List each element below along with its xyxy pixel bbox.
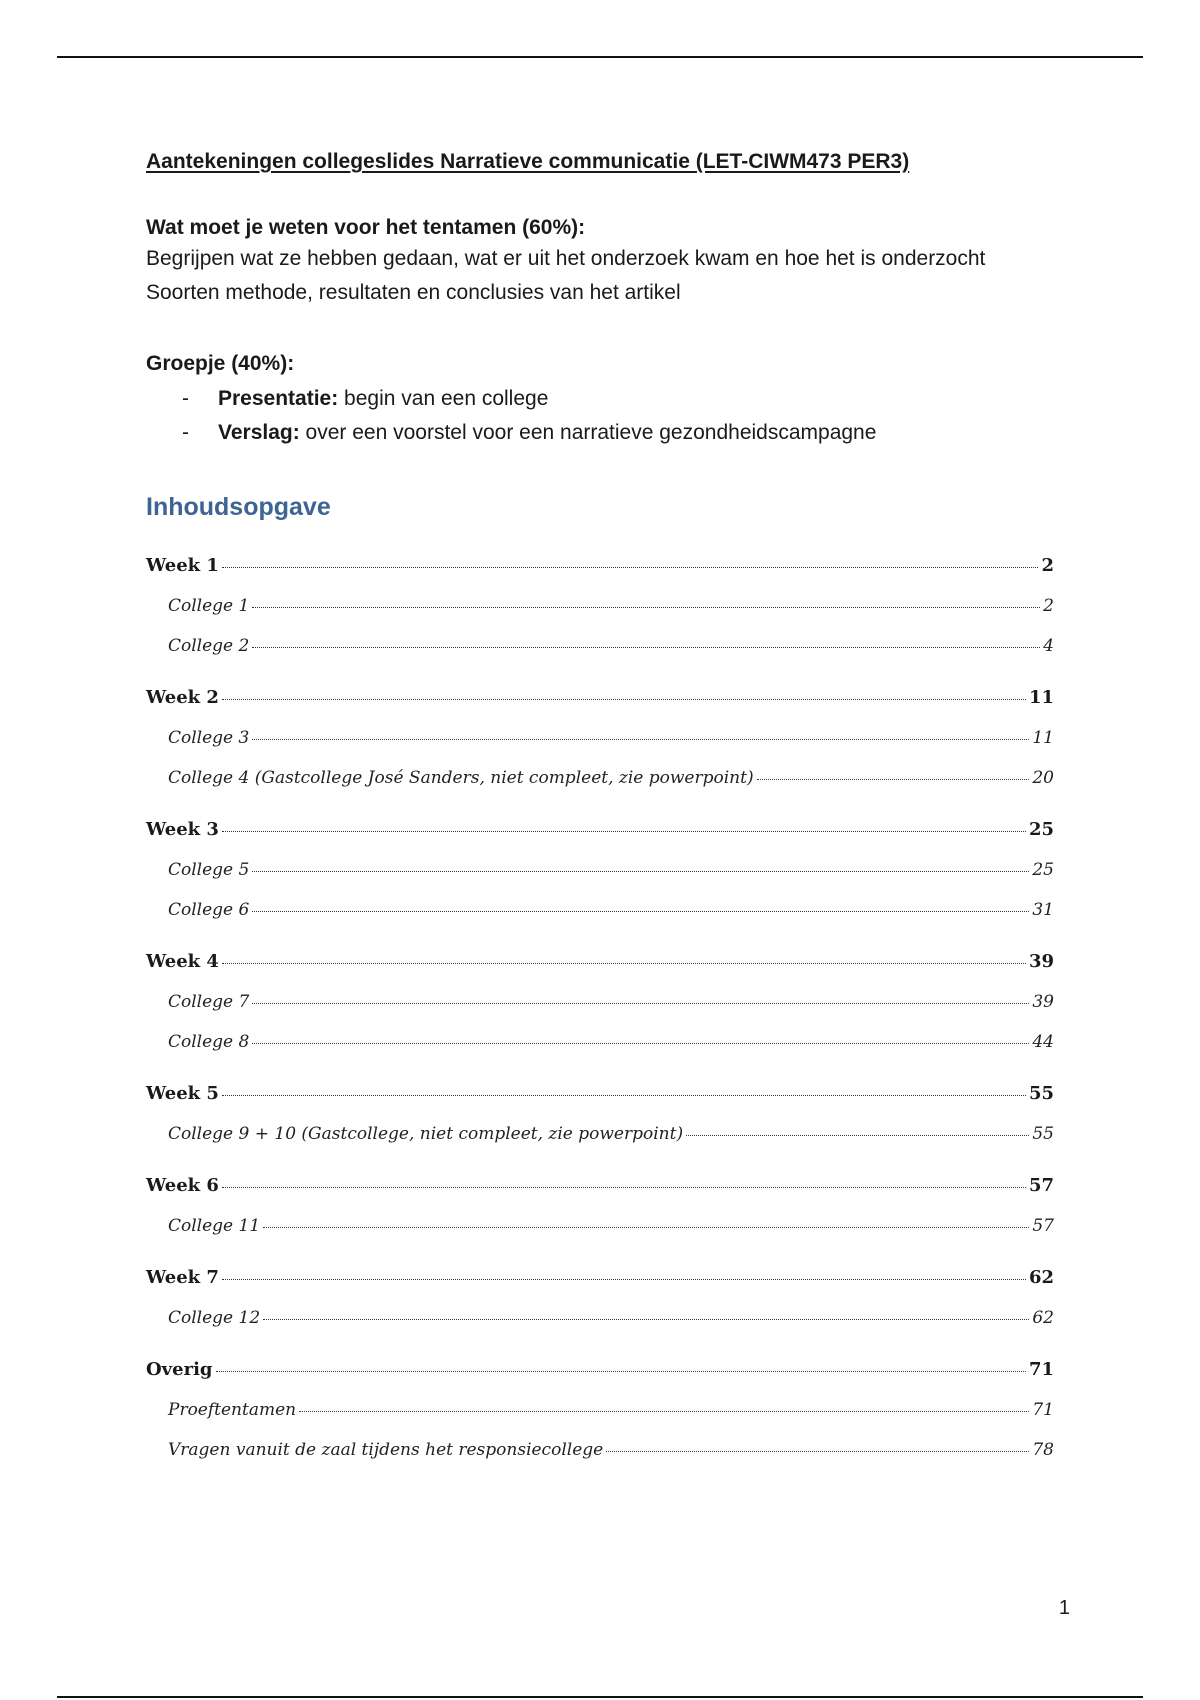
toc-dot-leader bbox=[252, 607, 1040, 608]
toc-dot-leader bbox=[686, 1135, 1029, 1136]
toc-entry-label: Vragen vanuit de zaal tijdens het responsiecollege bbox=[168, 1440, 604, 1460]
toc-entry-label: College 12 bbox=[168, 1308, 261, 1328]
toc-page-number: 62 bbox=[1032, 1308, 1054, 1328]
toc-page-number: 55 bbox=[1032, 1124, 1054, 1144]
bullet-item bbox=[146, 382, 1054, 416]
toc-week-entry[interactable] bbox=[146, 1350, 1054, 1390]
toc-entry-label: Overig bbox=[146, 1359, 213, 1380]
bullet-item bbox=[146, 416, 1054, 450]
toc-entry-label: College 11 bbox=[168, 1216, 261, 1236]
toc-entry-label: College 5 bbox=[168, 860, 250, 880]
table-of-contents bbox=[146, 546, 1054, 1470]
toc-entry-label: Week 1 bbox=[146, 555, 219, 576]
toc-dot-leader bbox=[222, 699, 1026, 700]
toc-page-number: 78 bbox=[1032, 1440, 1054, 1460]
toc-entry-label: College 2 bbox=[168, 636, 250, 656]
bullet-text: over een voorstel voor een narratieve gezondheidscampagne bbox=[299, 421, 877, 444]
toc-dot-leader bbox=[263, 1227, 1029, 1228]
toc-page-number: 55 bbox=[1028, 1083, 1054, 1104]
toc-dot-leader bbox=[216, 1371, 1026, 1372]
bullet-text: begin van een college bbox=[338, 387, 549, 410]
toc-entry-label: Week 4 bbox=[146, 951, 219, 972]
toc-entry-label: College 6 bbox=[168, 900, 250, 920]
toc-dot-leader bbox=[252, 911, 1029, 912]
toc-entry-label: Week 3 bbox=[146, 819, 219, 840]
toc-entry-label: College 4 (Gastcollege José Sanders, niet compleet, zie powerpoint) bbox=[168, 768, 754, 788]
toc-dot-leader bbox=[252, 739, 1029, 740]
toc-college-entry[interactable] bbox=[146, 1022, 1054, 1062]
toc-dot-leader bbox=[606, 1451, 1029, 1452]
toc-entry-label: College 1 bbox=[168, 596, 250, 616]
exam-line: Begrijpen wat ze hebben gedaan, wat er uit het onderzoek kwam en hoe het is onderzocht bbox=[146, 247, 986, 270]
exam-line: Soorten methode, resultaten en conclusies van het artikel bbox=[146, 281, 681, 304]
document-title: Aantekeningen collegeslides Narratieve communicatie (LET-CIWM473 PER3) bbox=[146, 150, 910, 173]
toc-page-number: 39 bbox=[1032, 992, 1054, 1012]
toc-page-number: 57 bbox=[1032, 1216, 1054, 1236]
toc-entry-label: Week 5 bbox=[146, 1083, 219, 1104]
bullet-dash: - bbox=[182, 387, 189, 410]
page-content bbox=[146, 148, 1054, 1470]
group-heading: Groepje (40%): bbox=[146, 352, 295, 375]
footer-rule bbox=[57, 1696, 1143, 1698]
toc-dot-leader bbox=[263, 1319, 1029, 1320]
toc-page-number: 44 bbox=[1032, 1032, 1054, 1052]
toc-page-number: 71 bbox=[1028, 1359, 1054, 1380]
toc-page-number: 71 bbox=[1032, 1400, 1054, 1420]
toc-dot-leader bbox=[222, 1095, 1026, 1096]
bullet-dash: - bbox=[182, 421, 189, 444]
page-number: 1 bbox=[1058, 1597, 1070, 1619]
toc-dot-leader bbox=[222, 567, 1039, 568]
toc-page-number: 2 bbox=[1041, 555, 1054, 576]
toc-dot-leader bbox=[252, 1043, 1029, 1044]
toc-entry-label: Week 2 bbox=[146, 687, 219, 708]
exam-heading: Wat moet je weten voor het tentamen (60%): bbox=[146, 216, 586, 239]
toc-dot-leader bbox=[222, 1187, 1026, 1188]
toc-heading: Inhoudsopgave bbox=[146, 493, 331, 521]
toc-page-number: 25 bbox=[1028, 819, 1054, 840]
toc-college-entry[interactable] bbox=[146, 1430, 1054, 1470]
group-bullet-list bbox=[146, 382, 1054, 450]
toc-entry-label: Week 6 bbox=[146, 1175, 219, 1196]
toc-entry-label: College 8 bbox=[168, 1032, 250, 1052]
toc-college-entry[interactable] bbox=[146, 1114, 1054, 1154]
toc-page-number: 2 bbox=[1043, 596, 1054, 616]
toc-college-entry[interactable] bbox=[146, 718, 1054, 758]
toc-dot-leader bbox=[222, 1279, 1026, 1280]
toc-college-entry[interactable] bbox=[146, 1206, 1054, 1246]
toc-entry-label: Week 7 bbox=[146, 1267, 219, 1288]
toc-dot-leader bbox=[299, 1411, 1029, 1412]
toc-college-entry[interactable] bbox=[146, 1390, 1054, 1430]
header-rule bbox=[57, 56, 1143, 58]
toc-entry-label: College 9 + 10 (Gastcollege, niet compleet, zie powerpoint) bbox=[168, 1124, 684, 1144]
toc-dot-leader bbox=[252, 647, 1040, 648]
toc-entry-label: Proeftentamen bbox=[168, 1400, 297, 1420]
toc-page-number: 20 bbox=[1032, 768, 1054, 788]
toc-page-number: 31 bbox=[1032, 900, 1054, 920]
toc-page-number: 11 bbox=[1032, 728, 1054, 748]
toc-week-entry[interactable] bbox=[146, 1074, 1054, 1114]
toc-dot-leader bbox=[757, 779, 1030, 780]
toc-dot-leader bbox=[252, 1003, 1029, 1004]
toc-dot-leader bbox=[252, 871, 1029, 872]
toc-college-entry[interactable] bbox=[146, 626, 1054, 666]
toc-week-entry[interactable] bbox=[146, 1166, 1054, 1206]
toc-page-number: 39 bbox=[1028, 951, 1054, 972]
toc-page-number: 11 bbox=[1028, 687, 1054, 708]
toc-entry-label: College 7 bbox=[168, 992, 250, 1012]
toc-entry-label: College 3 bbox=[168, 728, 250, 748]
toc-dot-leader bbox=[222, 963, 1026, 964]
toc-week-entry[interactable] bbox=[146, 810, 1054, 850]
toc-page-number: 25 bbox=[1032, 860, 1054, 880]
toc-college-entry[interactable] bbox=[146, 586, 1054, 626]
toc-week-entry[interactable] bbox=[146, 1258, 1054, 1298]
toc-week-entry[interactable] bbox=[146, 678, 1054, 718]
toc-college-entry[interactable] bbox=[146, 890, 1054, 930]
toc-college-entry[interactable] bbox=[146, 1298, 1054, 1338]
toc-college-entry[interactable] bbox=[146, 850, 1054, 890]
bullet-label: Presentatie: bbox=[218, 387, 339, 410]
toc-college-entry[interactable] bbox=[146, 758, 1054, 798]
toc-week-entry[interactable] bbox=[146, 942, 1054, 982]
toc-dot-leader bbox=[222, 831, 1026, 832]
toc-week-entry[interactable] bbox=[146, 546, 1054, 586]
toc-page-number: 62 bbox=[1028, 1267, 1054, 1288]
toc-page-number: 4 bbox=[1043, 636, 1054, 656]
bullet-label: Verslag: bbox=[218, 421, 300, 444]
toc-page-number: 57 bbox=[1028, 1175, 1054, 1196]
toc-college-entry[interactable] bbox=[146, 982, 1054, 1022]
